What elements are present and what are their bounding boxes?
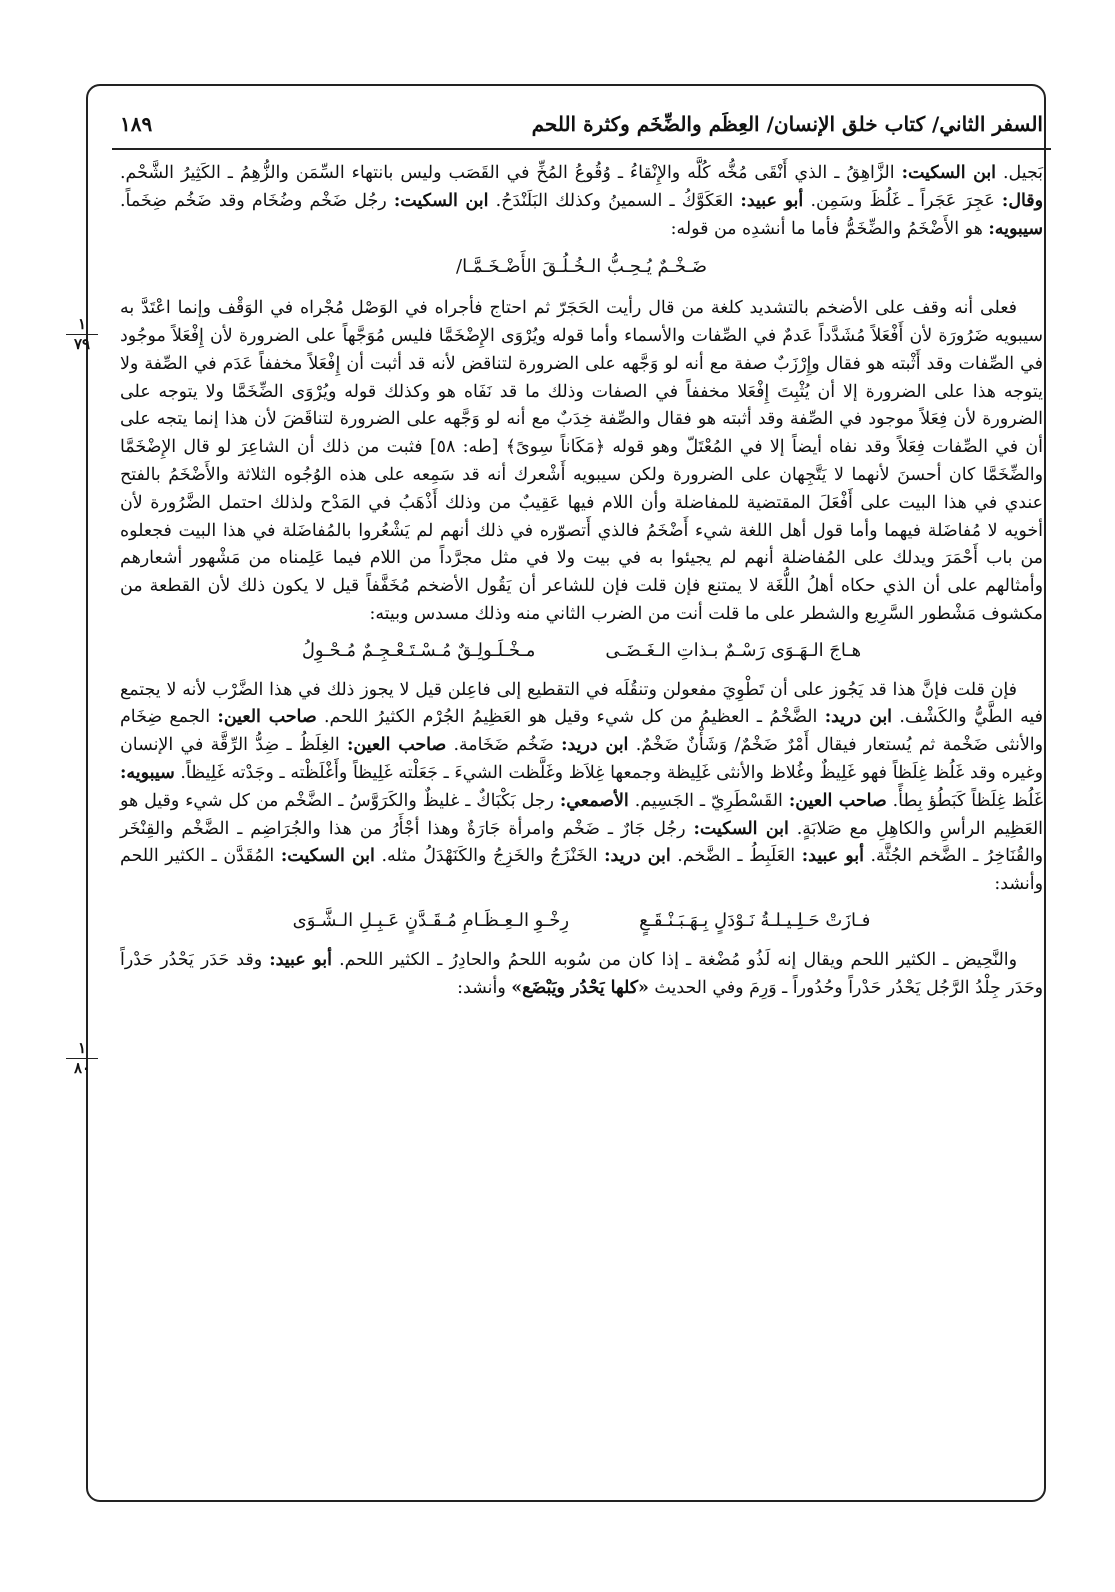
source-name: وقال: <box>1001 190 1043 211</box>
text-run: المُقَدَّن ـ الكثير اللحم وأنشد: <box>120 846 1043 895</box>
verse-hemistich-second: مـخْـلَـولِـقٌ مُـسْـتَـعْـجِـمٌ مُـحْـوِلُ <box>301 639 536 661</box>
paragraph-1 <box>120 160 1043 243</box>
margin-mark-denominator: ٨٠ <box>73 1059 91 1077</box>
margin-folio-mark <box>62 316 102 353</box>
text-run: الضَّخْمُ ـ العظيمُ من كل شيء وقيل هو العَظِيمُ الجُرْم الكثيرُ اللحم. <box>323 707 818 728</box>
margin-mark-denominator: ٧٩ <box>73 335 91 353</box>
text-run: رجُل جَارٌ ـ ضَخْم وامرأة جَارَةٌ وهذا أجْأَرُ من هذا والجُرَاضِم ـ الضَّخْم والقِنْخَر والقُنَاخِرُ ـ الضَّخم الجُثَّة. <box>120 818 1044 867</box>
text-run: وأنشد: <box>457 977 506 998</box>
source-name: سيبويه: <box>988 218 1043 239</box>
source-name: صاحب العين: <box>346 735 447 756</box>
text-run: القَسْطَرِيّ ـ الجَسِيم. <box>634 790 783 811</box>
source-name: ابن دريد: <box>604 846 671 867</box>
text-run: العَلَبِطُ ـ الضَّخم. <box>677 846 796 867</box>
source-name: أبو عبيد: <box>740 190 804 211</box>
source-name: ابن السكيت: <box>393 190 489 211</box>
header-title: السفر الثاني/ كتاب خلق الإنسان/ العِظَم والضِّخَم وكثرة اللحم <box>531 112 1043 136</box>
text-run: هو الأَضْخَمُ والضِّخَمُّ فأما ما أنشدِه من قوله: <box>670 218 983 239</box>
source-name: ابن السكيت: <box>901 163 996 183</box>
text-run: فإن قلت فإنَّ هذا قد يَجُوز على أن تَطْوِيَ مفعولن وتنقُلَه في التقطيع إلى فاعِلن قيل لا يجوز ذلك في هذا الضَّرْب لأنه لا يجتمع فيه الطَّيُّ والكَشْف. <box>120 679 1043 728</box>
margin-mark-numerator: ١ <box>77 315 87 333</box>
text-run: عَجِرَ عَجَراً ـ غَلُظَ وسَمِن. <box>810 190 995 211</box>
source-name: صاحب العين: <box>217 707 317 728</box>
header-divider <box>112 148 1051 150</box>
verse-couplet <box>120 907 1043 935</box>
source-name: سيبويه: <box>120 762 175 783</box>
source-name: ابن دريد: <box>561 735 629 756</box>
text-run: بَجيل. <box>1003 163 1044 183</box>
main-text <box>120 160 1043 1002</box>
verse-hemistich-second: رِخْـوِ الـعِـظَـامِ مُـقَـدَّنٍ عَـبِـلِ الـشَّـوَى <box>292 909 570 931</box>
text-run: الخَنْزَجُ والخَزِجُ والكَنَهْدَلُ مثله. <box>381 846 598 867</box>
text-run: الجمع ضِخَام والأنثى ضَخْمة ثم يُستعار فيقال أَمْرٌ ضَخْمٌ/ وَشَأْنٌ ضَخْمٌ. <box>120 707 1043 756</box>
text-run: العَكَوَّكُ ـ السمينُ وكذلك البَلَنْدَحُ. <box>495 190 734 211</box>
hadith-quote: «كلها يَحْدُر ويَبْضَع» <box>511 977 649 998</box>
page-number: ١٨٩ <box>120 112 153 136</box>
paragraph-3 <box>120 677 1043 899</box>
text-run: ضَخُم ضَخَامة. <box>453 735 554 756</box>
source-name: الأصمعي: <box>559 790 629 811</box>
source-name: ابن دريد: <box>824 707 892 728</box>
paragraph-4 <box>120 947 1043 1003</box>
verse-couplet <box>120 637 1043 665</box>
paragraph-2: فعلى أنه وقف على الأضخم بالتشديد كلغة من قال رأيت الحَجَرّ ثم احتاج فأجراه في الوَصْل مُجْراه في الوَقْف وإنما اعْتَدَّ به سيبويه ضَرُورَة لأن أَفْعَلاً مُشَدَّداً عَدمٌ في الصِّفات والأسماء وأما قوله ويُرْوَى الإِضْخَمَّا فليس مُوَجَّهاً على الضرورة لأن إِفْعَلاً موجُود في الصِّفات وقد أَثْبته هو فقال وإِرْزَبٌ صفة مع أنه لو وَجَّهه على الضرورة لتناقض لأنه قد أثبت أن إِفْعَلاً مخففاً عَدَم في الصِّفة ولا يتوجه هذا على الضرورة إلا أن يُثْبِتَ إِفْعَلا مخففاً في الصفات وذلك ما قد نَفَاه هو وكذلك قوله ويُرْوَى الضِّخَمَّا ولا يتوجه على الضرورة لأن فِعَلاً موجود في الصِّفة وقد أثبته هو فقال والصِّفة خِدَبٌ مع أنه لو وَجَّهه على الضرورة لتناقَضَ لأن هذا إنما يتجه على أن في الصِّفات فِعَلاً وقد نفاه أيضاً إلا في المُعْتَلّ وهو قوله ﴿مَكَاناً سِوىً﴾ [طه: ٥٨] فثبت من ذلك أن الشاعِرَ لو قال الإِضْخَمَّا والضِّخَمَّا كان أحسنَ لأنهما لا يَتَّجِهان على الضرورة ولكن سيبويه أَشْعرك أنه قد سَمِعه على هذه الوُجُوه الثلاثة والأَضْخَمُ بالفتح عندي في هذا البيت على أَفْعَلَ المقتضية للمفاضلة وأن اللام فيها عَقِيبٌ من وذلك أَذْهَبُ في المَدْح ولذلك احتمل الضَّرُورة لأن أخويه لا مُفاضَلة فيهما وأما قول أهل اللغة شيء أَضْخَمُ فالذي أَتصوّره في ذلك أنهم لم يَشْعُروا بالمُفاضَلة في هذا البيت فجعلوه من باب أَحْمَرَ ويدلك على المُفاضلة أنهم لم يجيئوا به في بيت ولا في مثل مجرَّداً من اللام فيما عَلِمناه من مَشْهور أشعارهم وأمثالهم على أن الذي حكاه أهلُ اللُّغَة لا يمتنع فإن قلت فإن للشاعر أن يَقُول الأضخم مُخَفَّفاً قيل لا يكون ذلك لأن القطعة من مكشوف مَشْطور السَّرِيع والشطر على ما قلت أنت من الضرب الثاني منه وذلك مسدس وبيته: <box>120 298 1043 624</box>
running-header <box>120 104 1043 144</box>
verse-hemistich-first: فـازَتْ حَـلِـيـلـةُ نَـوْدَلٍ بِـهَـبَـنْـقَـعٍ <box>639 909 871 931</box>
verse-line: ضَـخْـمٌ يُـحِـبُّ الـخُـلُـقَ الأَضْـخَـمَّـا/ <box>456 256 707 278</box>
text-run: والنَّحِيض ـ الكثير اللحم ويقال إنه لَذُو مُضْغة ـ إذا كان من سُوبه اللحمُ والحادِرُ ـ الكثير اللحم. <box>339 949 1018 970</box>
source-name: ابن السكيت: <box>693 818 789 839</box>
margin-mark-numerator: ١ <box>77 1039 87 1057</box>
source-name: أبو عبيد: <box>801 846 864 867</box>
text-run: غَلُظ غِلَظاً كَبَطُؤ بِطأً. <box>892 790 1044 811</box>
margin-folio-mark <box>62 1040 102 1077</box>
text-run: رجل بَكْبَاكٌ ـ غليظٌ والكَرَوَّسُ ـ الضَّخْم من كل شيء وقيل هو العَظِيم الرأسِ والكاهِلِ مع صَلابَةٍ. <box>120 790 1043 839</box>
verse-hemistich-first: هـاجَ الـهَـوَى رَسْـمٌ بـذاتِ الـغَـضَـى <box>605 639 862 661</box>
text-run: رجُل ضَخْم وضُخَام وقد ضَخُم ضِخَماً. <box>120 190 387 211</box>
text-run: الغِلَظُ ـ ضِدُّ الرِّقَّة في الإنسان وغيره وقد غَلُظ غِلَظاً فهو غَلِيظٌ وغُلاظ والأنثى غَلِيظة وجمعها غِلاَظ وغَلَّظت الشيءَ ـ جَعَلْته غَلِيظاً وأَغْلَظْته ـ وجَدْته غَلِيظاً. <box>120 735 1043 783</box>
source-name: أبو عبيد: <box>269 949 332 970</box>
source-name: ابن السكيت: <box>280 846 375 867</box>
text-run: وقد حَدَر يَحْدُر حَدْراً وحَدَر جِلْدُ الرَّجُل يَحْدُر حَدْراً وحُدُوراً ـ وَرِمَ وفي الحديث <box>120 949 1043 998</box>
source-name: صاحب العين: <box>788 790 887 811</box>
text-run: الزَّاهِقُ ـ الذي أَنْقَى مُخُّه كُلَّه والإِنْقاءُ ـ وُقُوعُ المُخِّ في القَصَب وليس بانتهاء السِّمَن والزُّهِمُ ـ الكَثِيرُ الشَّحْم. <box>120 163 895 183</box>
